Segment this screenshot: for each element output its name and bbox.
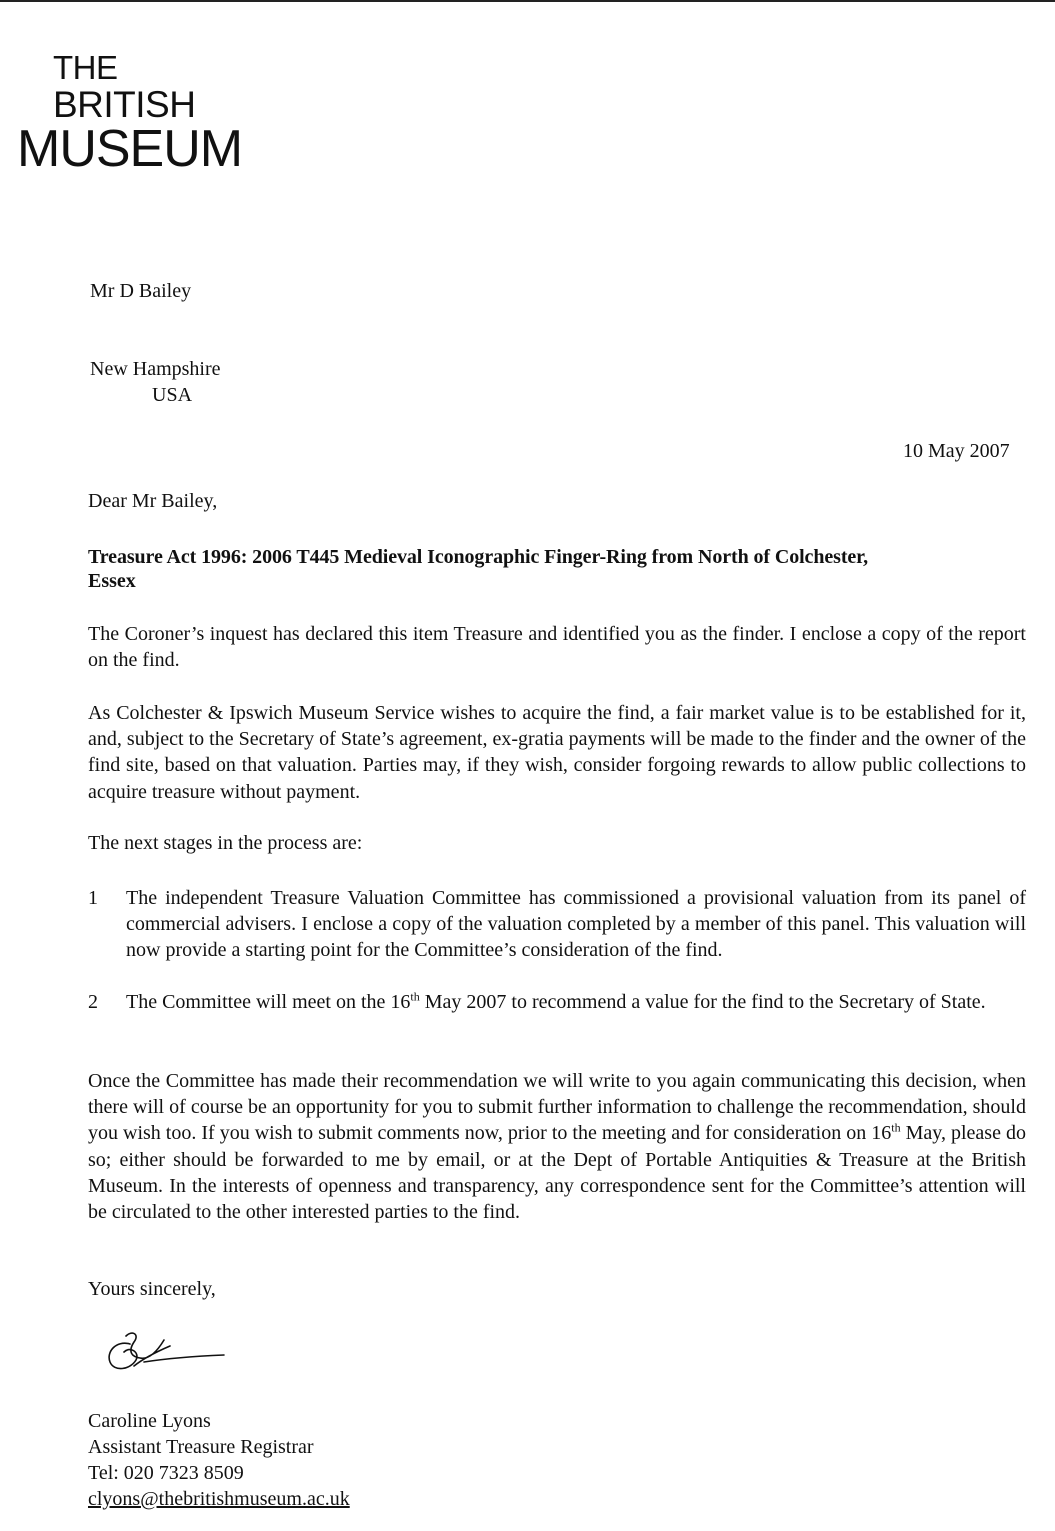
list-item-text-1: The independent Treasure Valuation Committee has commissioned a provisional valuation from its panel of commercial advisers. I enclose a copy of the valuation completed by a member of this panel. This valuation will now provide a starting point for the Committee’s consideration of the find. <box>126 887 1026 961</box>
signatory-title: Assistant Treasure Registrar <box>88 1436 314 1458</box>
list-item-text-2 <box>126 989 1026 1015</box>
list-item-2-superscript: th <box>410 989 420 1004</box>
british-museum-logo <box>0 0 300 200</box>
salutation: Dear Mr Bailey, <box>88 490 218 512</box>
handwritten-signature <box>100 1322 240 1382</box>
paragraph-valuation: As Colchester & Ipswich Museum Service wishes to acquire the find, a fair market value is to be established for it, and, subject to the Secretary of State’s agreement, ex-gratia payments will be made to the finder and the owner of the find site, based on that valuation. Parties may, if they wish, consider forgoing rewards to allow public collections to acquire treasure without payment. <box>88 702 1026 803</box>
list-item-2-part-a: The Committee will meet on the 16 <box>126 991 411 1013</box>
list-item-2-part-b: May 2007 to recommend a value for the find to the Secretary of State. <box>419 991 986 1013</box>
letter-date: 10 May 2007 <box>903 440 1010 462</box>
logo-line-museum: MUSEUM <box>17 120 243 178</box>
paragraph-recommendation-superscript: th <box>891 1120 901 1135</box>
signatory-telephone: Tel: 020 7323 8509 <box>88 1462 244 1484</box>
logo-line-british: BRITISH <box>53 84 196 125</box>
subject-line-1: Treasure Act 1996: 2006 T445 Medieval Iconographic Finger-Ring from North of Colchester, <box>88 546 868 568</box>
logo-line-the: THE <box>53 49 118 86</box>
paragraph-inquest: The Coroner’s inquest has declared this item Treasure and identified you as the finder. I enclose a copy of the report on the find. <box>88 623 1026 672</box>
list-item-number-1: 1 <box>88 887 98 909</box>
recipient-country: USA <box>152 384 193 406</box>
paragraph-recommendation-part-a: Once the Committee has made their recommendation we will write to you again communicating this decision, when there will of course be an opportunity for you to submit further information to challenge the recommendation, should you wish too. If you wish to submit comments now, prior to the meeting and for consideration on 16 <box>88 1070 1026 1145</box>
list-item-number-2: 2 <box>88 991 98 1013</box>
recipient-state: New Hampshire <box>90 358 221 380</box>
paragraph-recommendation-part-b: May, please do so; either should be forwarded to me by email, or at the Dept of Portable Antiquities & Treasure at the British Museum. In the interests of openness and transparency, any correspondence sent for the Committee’s attention will be circulated to the other interested parties to the find. <box>88 1122 1026 1224</box>
closing: Yours sincerely, <box>88 1278 216 1300</box>
subject-line-2: Essex <box>88 570 136 592</box>
paragraph-next-stages: The next stages in the process are: <box>88 832 363 854</box>
recipient-name: Mr D Bailey <box>90 280 192 302</box>
paragraph-recommendation <box>88 1068 1026 1225</box>
signatory-email-link[interactable]: clyons@thebritishmuseum.ac.uk <box>88 1488 350 1510</box>
signatory-name: Caroline Lyons <box>88 1410 211 1432</box>
